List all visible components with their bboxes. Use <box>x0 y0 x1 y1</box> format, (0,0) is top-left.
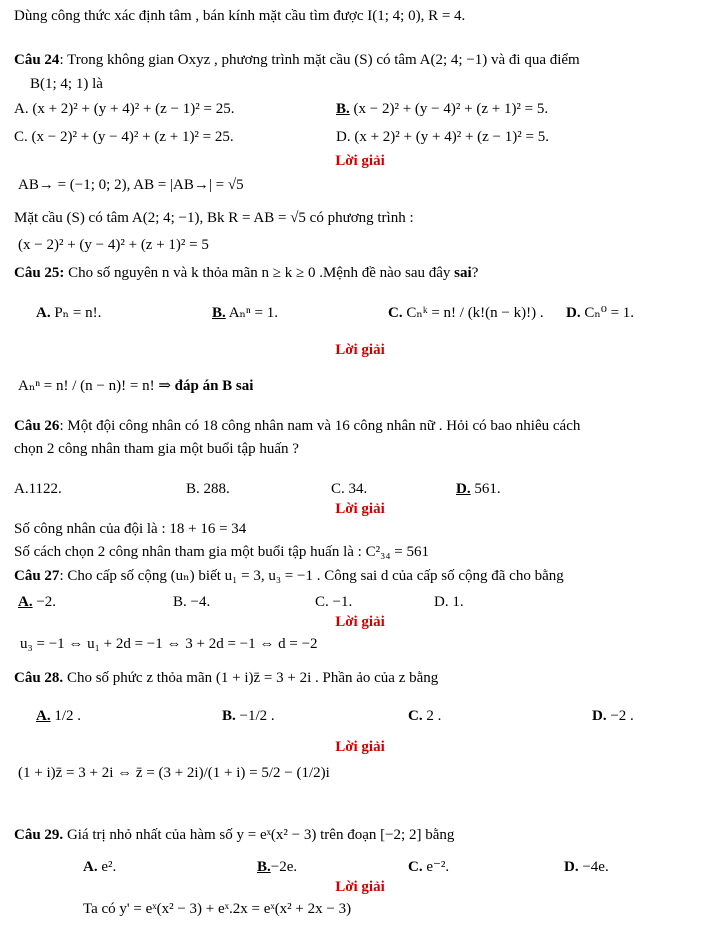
q28-option-c <box>408 706 441 726</box>
q27-option-c-letter: C. <box>315 594 329 610</box>
q26-option-d <box>456 479 501 499</box>
q25-option-a-text: Pₙ = n!. <box>54 305 102 321</box>
q27-label: Câu 27 <box>14 568 60 584</box>
q29-option-a-text: e². <box>101 859 117 875</box>
q27-option-d-letter: D. <box>434 594 449 610</box>
q24-option-a-letter: A. <box>14 101 29 117</box>
q26-option-b-letter: B. <box>186 481 200 497</box>
q29-option-b <box>257 857 297 877</box>
q27-solution-title: Lời giải <box>335 614 385 630</box>
q24-sol3: (x − 2)² + (y − 4)² + (z + 1)² = 5 <box>18 237 209 253</box>
q28-text: Cho số phức z thỏa mãn (1 + i)z̄ = 3 + 2i . Phần ảo của z bằng <box>63 670 439 686</box>
q27-sol1: u₃ = −1 ⇔ u₁ + 2d = −1 ⇔ 3 + 2d = −1 ⇔ d = −2 <box>20 636 318 652</box>
q28-option-a-text: 1/2 . <box>54 708 82 724</box>
q27-option-b-text: −4. <box>190 594 211 610</box>
q24-option-c <box>14 127 234 147</box>
q28-option-d-letter: D. <box>592 708 607 724</box>
q25-option-d <box>566 303 634 323</box>
q24-text2: B(1; 4; 1) là <box>30 76 103 92</box>
q27-text: : Cho cấp số cộng (uₙ) biết u₁ = 3, u₃ = −1 . Công sai d của cấp số cộng đã cho bằng <box>59 568 564 584</box>
q28-option-c-letter: C. <box>408 708 423 724</box>
q29-option-c <box>408 857 449 877</box>
q24-option-a-text: (x + 2)² + (y + 4)² + (z − 1)² = 25. <box>32 101 235 117</box>
q29-solution-title: Lời giải <box>335 879 385 895</box>
q24-option-d-text: (x + 2)² + (y + 4)² + (z − 1)² = 5. <box>354 129 549 145</box>
q24-text1: : Trong không gian Oxyz , phương trình mặt cầu (S) có tâm A(2; 4; −1) và đi qua điểm <box>59 52 580 68</box>
q25-text-bold: sai <box>454 265 472 281</box>
q29-option-c-letter: C. <box>408 859 423 875</box>
q28-option-a-letter: A. <box>36 708 51 724</box>
q26-option-d-letter: D. <box>456 481 471 497</box>
q24-option-b-letter: B. <box>336 101 350 117</box>
q27-option-b-letter: B. <box>173 594 187 610</box>
q24-option-b <box>336 99 548 119</box>
q28-option-b <box>222 706 275 726</box>
q29-option-d-letter: D. <box>564 859 579 875</box>
q27-option-a-letter: A. <box>18 594 33 610</box>
q25-option-a <box>36 303 101 323</box>
q26-option-a-letter: A. <box>14 481 29 497</box>
q24-option-b-text: (x − 2)² + (y − 4)² + (z + 1)² = 5. <box>353 101 549 117</box>
q26-option-c <box>331 479 367 499</box>
q29-option-d-text: −4e. <box>582 859 609 875</box>
q24-option-d <box>336 127 549 147</box>
q25-question <box>14 263 478 283</box>
q25-option-c-letter: C. <box>388 305 403 321</box>
q25-option-b-letter: B. <box>212 305 226 321</box>
q26-option-d-text: 561. <box>474 481 501 497</box>
q26-sol1: Số công nhân của đội là : 18 + 16 = 34 <box>14 521 247 537</box>
q25-option-b <box>212 303 278 323</box>
q29-option-a-letter: A. <box>83 859 98 875</box>
q27-option-c <box>315 592 352 612</box>
q24-option-a <box>14 99 234 119</box>
q25-option-d-letter: D. <box>566 305 581 321</box>
q26-sol2: Số cách chọn 2 công nhân tham gia một buổi tập huấn là : C²₃₄ = 561 <box>14 544 430 560</box>
q29-option-b-letter: B. <box>257 859 271 875</box>
q27-option-b <box>173 592 210 612</box>
q28-label: Câu 28. <box>14 670 64 686</box>
q26-label: Câu 26 <box>14 418 60 434</box>
q25-text: Cho số nguyên n và k thỏa mãn n ≥ k ≥ 0 .Mệnh đề nào sau đây <box>64 265 455 281</box>
q26-option-a <box>14 479 62 499</box>
intro-line: Dùng công thức xác định tâm , bán kính mặt cầu tìm được I(1; 4; 0), R = 4. <box>14 8 466 24</box>
q25-label: Câu 25: <box>14 265 65 281</box>
q26-text1: : Một đội công nhân có 18 công nhân nam và 16 công nhân nữ . Hỏi có bao nhiêu cách <box>59 418 581 434</box>
q26-text2: chọn 2 công nhân tham gia một buổi tập huấn ? <box>14 441 299 457</box>
q25-option-c-text: Cₙᵏ = n! / (k!(n − k)!) . <box>406 305 544 321</box>
q24-sol1: AB→ = (−1; 0; 2), AB = |AB→| = √5 <box>18 177 244 193</box>
q26-question <box>14 416 580 436</box>
q28-option-b-text: −1/2 . <box>239 708 275 724</box>
q27-option-a <box>18 592 56 612</box>
q28-option-d <box>592 706 634 726</box>
q26-option-a-text: 1122. <box>28 481 62 497</box>
q25-sol1-bold: đáp án B sai <box>174 378 254 394</box>
q29-option-d <box>564 857 609 877</box>
q28-option-d-text: −2 . <box>610 708 634 724</box>
q25-option-c <box>388 303 544 323</box>
q29-option-b-text: −2e. <box>270 859 298 875</box>
q24-option-c-text: (x − 2)² + (y − 4)² + (z + 1)² = 25. <box>31 129 234 145</box>
q29-option-c-text: e⁻². <box>426 859 450 875</box>
q24-option-d-letter: D. <box>336 129 351 145</box>
q28-option-b-letter: B. <box>222 708 236 724</box>
q29-option-a <box>83 857 116 877</box>
q28-question <box>14 668 438 688</box>
q26-option-c-letter: C. <box>331 481 345 497</box>
q24-sol2: Mặt cầu (S) có tâm A(2; 4; −1), Bk R = AB = √5 có phương trình : <box>14 210 414 226</box>
q25-option-b-text: Aₙⁿ = 1. <box>228 305 278 321</box>
q27-option-d-text: 1. <box>452 594 464 610</box>
q28-option-a <box>36 706 81 726</box>
q28-solution-title: Lời giải <box>335 739 385 755</box>
q29-question <box>14 825 454 845</box>
q26-option-c-text: 34. <box>348 481 368 497</box>
q26-option-b-text: 288. <box>203 481 230 497</box>
q24-question <box>14 50 580 70</box>
q27-question <box>14 566 564 586</box>
q27-option-c-text: −1. <box>332 594 353 610</box>
q24-label: Câu 24 <box>14 52 60 68</box>
q26-solution-title: Lời giải <box>335 501 385 517</box>
q25-solution-title: Lời giải <box>335 342 385 358</box>
q26-option-b <box>186 479 230 499</box>
q28-option-c-text: 2 . <box>426 708 442 724</box>
q27-option-a-text: −2. <box>36 594 57 610</box>
q27-option-d <box>434 592 464 612</box>
q25-text-end: ? <box>471 265 479 281</box>
q25-option-a-letter: A. <box>36 305 51 321</box>
q25-sol1-text: Aₙⁿ = n! / (n − n)! = n! ⇒ <box>18 378 175 394</box>
q29-label: Câu 29. <box>14 827 64 843</box>
q28-sol1: (1 + i)z̄ = 3 + 2i ⇔ z̄ = (3 + 2i)/(1 + i) = 5/2 − (1/2)i <box>18 765 330 781</box>
q25-option-d-text: Cₙ⁰ = 1. <box>584 305 635 321</box>
q24-solution-title: Lời giải <box>335 153 385 169</box>
q29-text: Giá trị nhỏ nhất của hàm số y = eˣ(x² − 3) trên đoạn [−2; 2] bằng <box>63 827 455 843</box>
q24-option-c-letter: C. <box>14 129 28 145</box>
q29-sol1: Ta có y' = eˣ(x² − 3) + eˣ.2x = eˣ(x² + 2x − 3) <box>83 901 352 917</box>
q25-sol1 <box>18 376 253 396</box>
